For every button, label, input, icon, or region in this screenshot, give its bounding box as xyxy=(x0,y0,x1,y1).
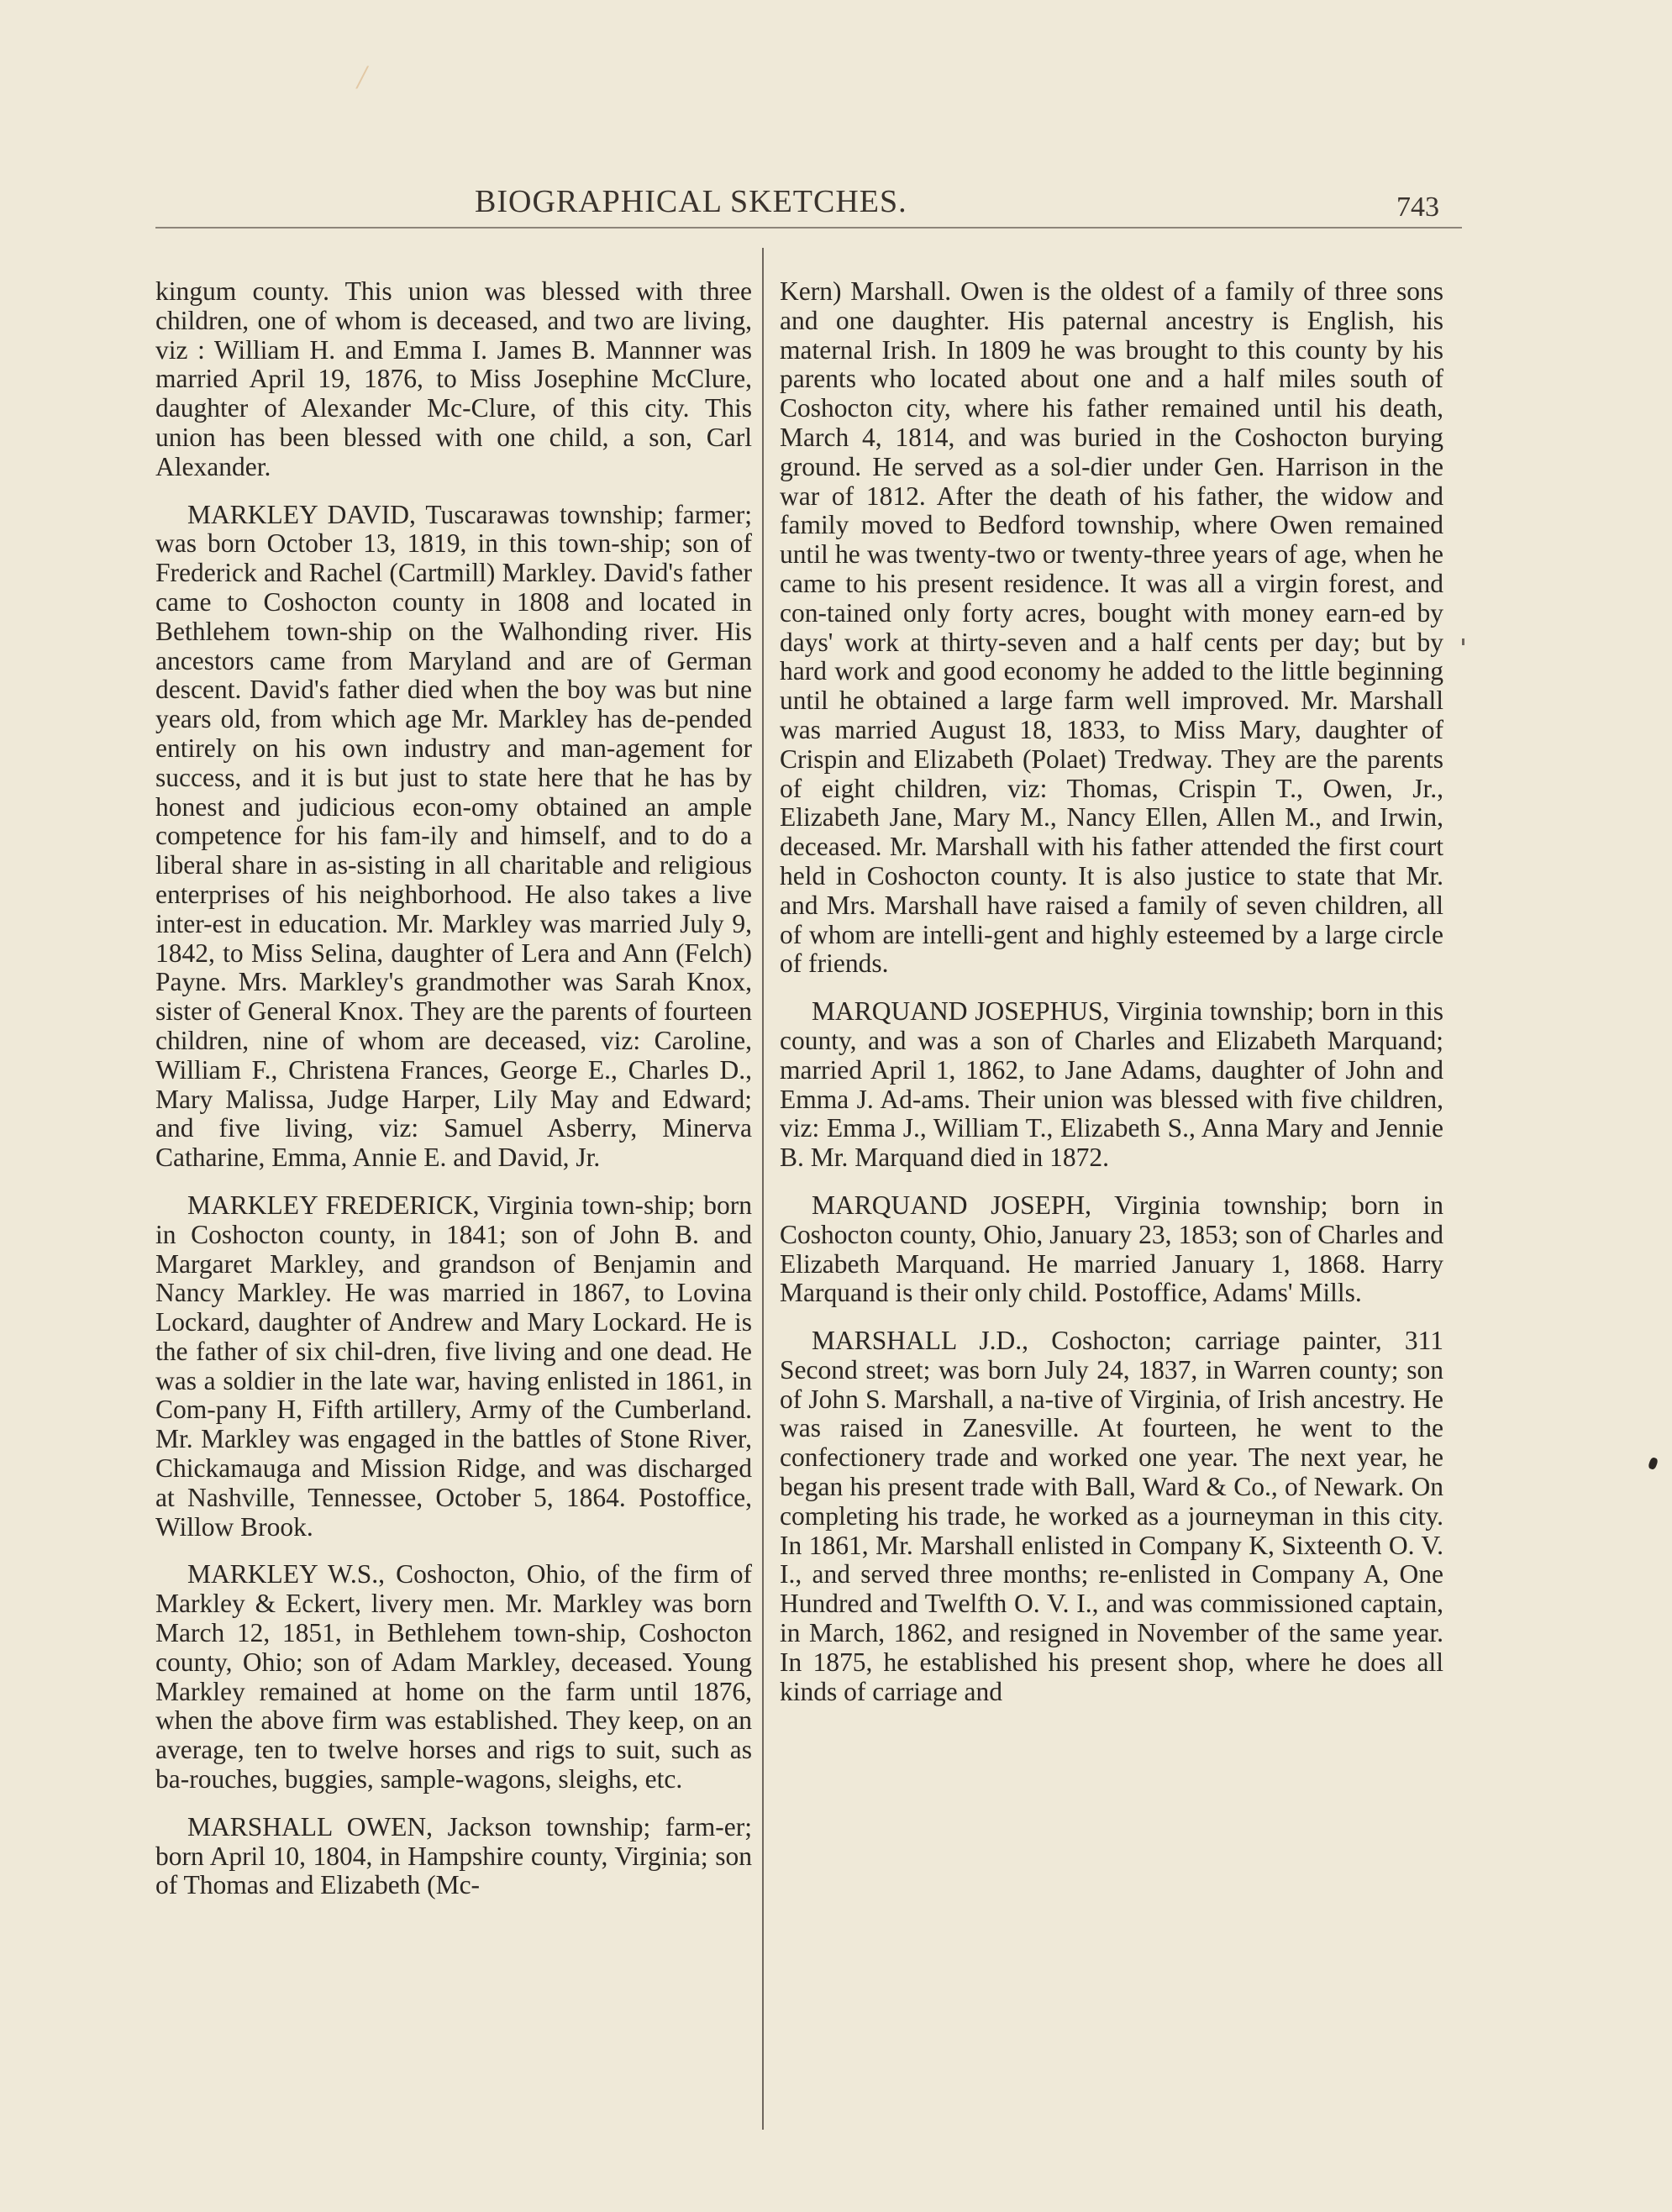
entry-marshall-owen: MARSHALL OWEN, Jackson township; farm-er; born April 10, 1804, in Hampshire county, Virginia; son of Thomas and Elizabeth (Mc- xyxy=(155,1811,752,1900)
running-title: BIOGRAPHICAL SKETCHES. xyxy=(475,184,907,219)
header-rule xyxy=(155,227,1462,229)
page-header xyxy=(0,183,1672,225)
entry-markley-frederick: MARKLEY FREDERICK, Virginia town-ship; born in Coshocton county, in 1841; son of John B. and Margaret Markley, and grandson of Benjamin and Nancy Markley. He was married in 1867, to Lovina Lockard, daughter of Andrew and Mary Lockard. He is the father of six chil-dren, five living and one dead. He was a soldier in the late war, having enlisted in 1861, in Com-pany H, Fifth artillery, Army of the Cumberland. Mr. Markley was engaged in the battles of Stone River, Chickamauga and Mission Ridge, and was discharged at Nashville, Tennessee, October 5, 1864. Postoffice, Willow Brook. xyxy=(155,1190,752,1542)
entry-markley-ws: MARKLEY W.S., Coshocton, Ohio, of the firm of Markley & Eckert, livery men. Mr. Markley was born March 12, 1851, in Bethlehem town-ship, Coshocton county, Ohio; son of Adam Markley, deceased. Young Markley remained at home on the farm until 1876, when the above firm was established. They keep, on an average, ten to twelve horses and rigs to suit, such as ba-rouches, buggies, sample-wagons, sleighs, etc. xyxy=(155,1559,752,1794)
right-column xyxy=(780,277,1443,1725)
left-column xyxy=(155,277,752,1919)
entry-markley-david: MARKLEY DAVID, Tuscarawas township; farmer; was born October 13, 1819, in this town-ship; son of Frederick and Rachel (Cartmill) Markley. David's father came to Coshocton county in 1808 and located in Bethlehem town-ship on the Walhonding river. His ancestors came from Maryland and are of German descent. David's father died when the boy was but nine years old, from which age Mr. Markley has de-pended entirely on his own industry and man-agement for success, and it is but just to state here that he has by honest and judicious econ-omy obtained an ample competence for his fam-ily and himself, and to do a liberal share in as-sisting in all charitable and religious enterprises of his neighborhood. He also takes a live inter-est in education. Mr. Markley was married July 9, 1842, to Miss Selina, daughter of Lera and Ann (Felch) Payne. Mrs. Markley's grandmother was Sarah Knox, sister of General Knox. They are the parents of fourteen children, nine of whom are deceased, viz: Caroline, William F., Christena Frances, George E., Charles D., Mary Malissa, Judge Harper, Lily May and Edward; and five living, viz: Samuel Asberry, Minerva Catharine, Emma, Annie E. and David, Jr. xyxy=(155,499,752,1173)
ink-spot xyxy=(1648,1457,1659,1470)
page-number: 743 xyxy=(1396,192,1439,223)
paragraph: Kern) Marshall. Owen is the oldest of a family of three sons and one daughter. His paternal ancestry is English, his maternal Irish. In 1809 he was brought to this county by his parents who located about one and a half miles south of Coshocton city, where his father remained until his death, March 4, 1814, and was buried in the Coshocton burying ground. He served as a sol-dier under Gen. Harrison in the war of 1812. After the death of his father, the widow and family moved to Bedford township, where Owen remained until he was twenty-two or twenty-three years of age, when he came to his present residence. It was all a virgin forest, and con-tained only forty acres, bought with money earn-ed by days' work at thirty-seven and a half cents per day; but by hard work and good economy he added to the little beginning until he obtained a large farm well improved. Mr. Marshall was married August 18, 1833, to Miss Mary, daughter of Crispin and Elizabeth (Polaet) Tredway. They are the parents of eight children, viz: Thomas, Crispin T., Owen, Jr., Elizabeth Jane, Mary M., Nancy Ellen, Allen M., and Irwin, deceased. Mr. Marshall with his father attended the first court held in Coshocton county. It is also justice to state that Mr. and Mrs. Marshall have raised a family of seven children, all of whom are intelli-gent and highly esteemed by a large circle of friends. xyxy=(780,276,1443,979)
margin-tick xyxy=(1462,638,1464,645)
paragraph: kingum county. This union was blessed with three children, one of whom is deceased, and two are living, viz : William H. and Emma I. James B. Mannner was married April 19, 1876, to Miss Josephine McClure, daughter of Alexander Mc-Clure, of this city. This union has been blessed with one child, a son, Carl Alexander. xyxy=(155,276,752,481)
entry-marshall-jd: MARSHALL J.D., Coshocton; carriage painter, 311 Second street; was born July 24, 1837, in Warren county; son of John S. Marshall, a na-tive of Virginia, of Irish ancestry. He was raised in Zanesville. At fourteen, he went to the confectionery trade and worked one year. The next year, he began his present trade with Ball, Ward & Co., of Newark. On completing his trade, he worked as a journeyman in this city. In 1861, Mr. Marshall enlisted in Company K, Sixteenth O. V. I., and served three months; re-enlisted in Company A, One Hundred and Twelfth O. V. I., and was commissioned captain, in March, 1862, and resigned in November of the same year. In 1875, he established his present shop, where he does all kinds of carriage and xyxy=(780,1326,1443,1706)
column-divider xyxy=(762,248,764,2130)
margin-mark: / xyxy=(357,58,367,96)
entry-marquand-josephus: MARQUAND JOSEPHUS, Virginia township; born in this county, and was a son of Charles and Elizabeth Marquand; married April 1, 1862, to Jane Adams, daughter of John and Emma J. Ad-ams. Their union was blessed with five children, viz: Emma J., William T., Elizabeth S., Anna Mary and Jennie B. Mr. Marquand died in 1872. xyxy=(780,996,1443,1173)
entry-marquand-joseph: MARQUAND JOSEPH, Virginia township; born in Coshocton county, Ohio, January 23, 1853; son of Charles and Elizabeth Marquand. He married January 1, 1868. Harry Marquand is their only child. Postoffice, Adams' Mills. xyxy=(780,1190,1443,1308)
